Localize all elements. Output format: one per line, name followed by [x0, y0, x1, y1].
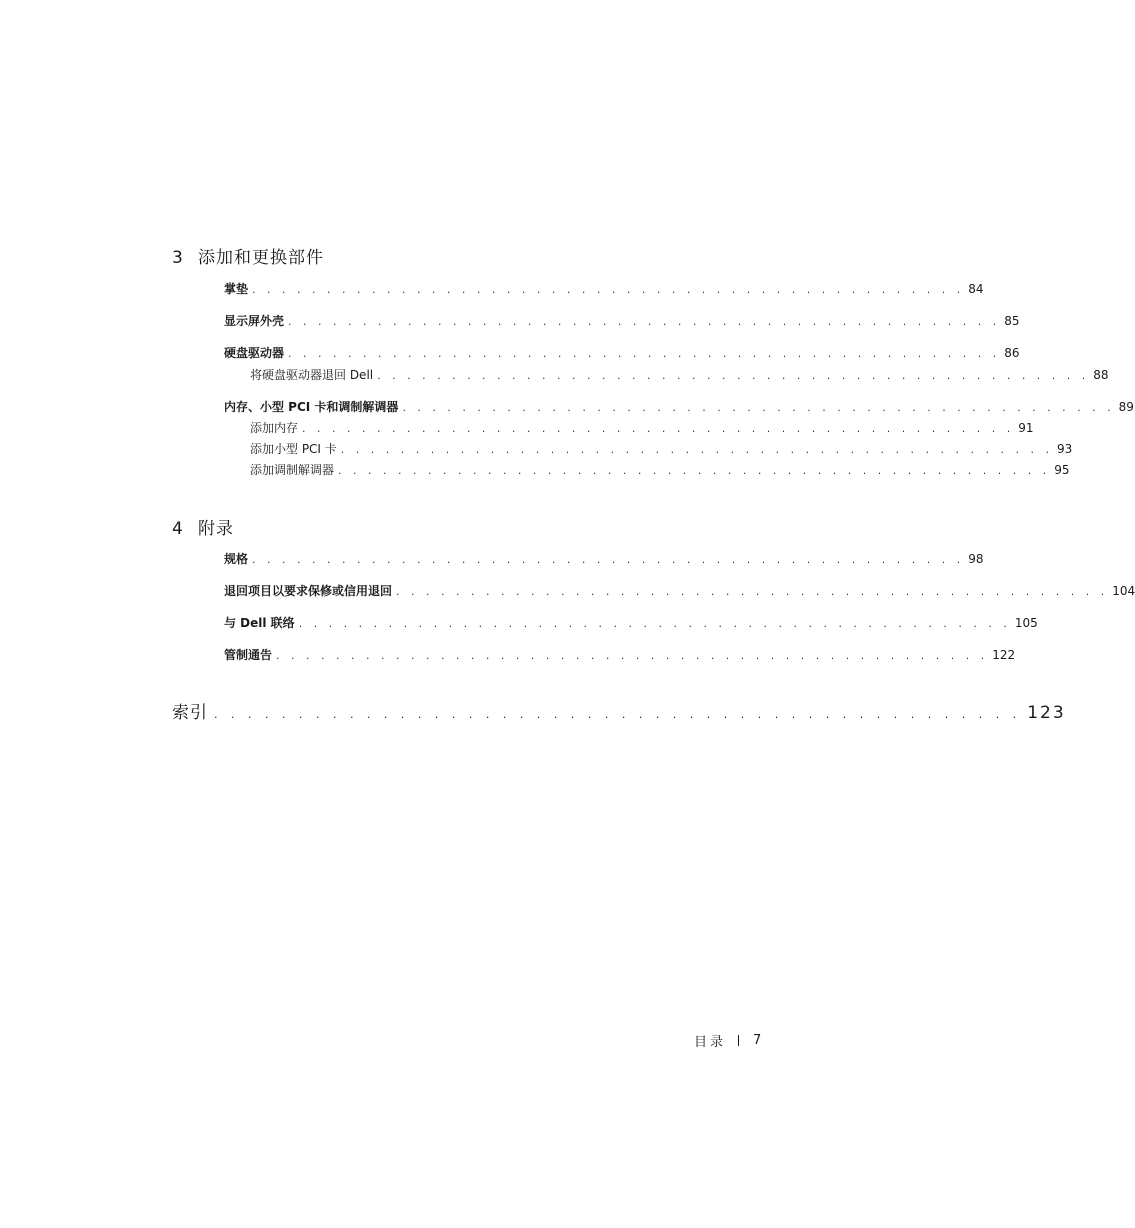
toc-entry[interactable]	[224, 399, 1134, 416]
page-footer	[694, 1031, 761, 1050]
chapter-title: 附录	[198, 519, 234, 539]
toc-entry[interactable]	[224, 551, 984, 568]
toc-entry-title: 添加调制解调器	[250, 463, 335, 477]
toc-entry-page: 91	[1018, 421, 1034, 435]
toc-entry-page: 86	[1004, 346, 1020, 360]
chapter-number: 3	[172, 248, 184, 268]
chapter-title: 添加和更换部件	[198, 248, 324, 268]
dot-leader: . . . . . . . . . . . . . . . . . . . . . . . . . . . . . . . . . . . . . . . . . . . . . . . .	[288, 315, 1001, 328]
footer-page-number: 7	[753, 1033, 762, 1048]
toc-entry-page: 104	[1112, 584, 1135, 598]
dot-leader: . . . . . . . . . . . . . . . . . . . . . . . . . . . . . . . . . . . . . . . . . . . . . . . .	[340, 443, 1053, 456]
toc-entry-title: 与 Dell 联络	[224, 616, 295, 630]
index-page: 123	[1027, 703, 1066, 723]
toc-entry-title: 添加小型 PCI 卡	[250, 442, 337, 456]
dot-leader: . . . . . . . . . . . . . . . . . . . . . . . . . . . . . . . . . . . . . . . . . . . . . . . .	[276, 649, 989, 662]
toc-entry-page: 98	[968, 552, 984, 566]
toc-entry-title: 管制通告	[224, 648, 273, 662]
toc-entry-title: 添加内存	[250, 421, 299, 435]
toc-entry[interactable]	[224, 345, 1020, 362]
toc-entry-page: 84	[968, 282, 984, 296]
toc-entry[interactable]	[224, 615, 1038, 632]
dot-leader: . . . . . . . . . . . . . . . . . . . . . . . . . . . . . . . . . . . . . . . . . . . . . . . .	[377, 369, 1090, 382]
toc-entry-title: 内存、小型 PCI 卡和调制解调器	[224, 400, 399, 414]
toc-entry-page: 122	[992, 648, 1016, 662]
toc-entry[interactable]	[224, 313, 1020, 330]
dot-leader: . . . . . . . . . . . . . . . . . . . . . . . . . . . . . . . . . . . . . . . . . . . . . . . .	[338, 464, 1051, 477]
dot-leader: . . . . . . . . . . . . . . . . . . . . . . . . . . . . . . . . . . . . . . . . . . . . . . . .	[252, 283, 965, 296]
dot-leader: . . . . . . . . . . . . . . . . . . . . . . . . . . . . . . . . . . . . . . . . . . . . . . . .	[288, 347, 1001, 360]
index-title: 索引	[172, 703, 208, 723]
toc-subentry[interactable]	[250, 441, 1073, 458]
dot-leader: . . . . . . . . . . . . . . . . . . . . . . . . . . . . . . . . . . . . . . . . . . . . . . . .	[252, 553, 965, 566]
dot-leader: . . . . . . . . . . . . . . . . . . . . . . . . . . . . . . . . . . . . . . . . . . . . . . . .	[214, 708, 1022, 721]
toc-entry-page: 105	[1014, 616, 1038, 630]
toc-entry-title: 显示屏外壳	[224, 314, 285, 328]
toc-entry-page: 93	[1056, 442, 1073, 456]
chapter-number: 4	[172, 519, 184, 539]
index-entry[interactable]	[172, 698, 1066, 723]
chapter-heading	[172, 243, 324, 268]
toc-entry[interactable]	[224, 281, 984, 298]
toc-entry-title: 将硬盘驱动器退回 Dell	[250, 368, 374, 382]
toc-entry[interactable]	[224, 647, 1016, 664]
dot-leader: . . . . . . . . . . . . . . . . . . . . . . . . . . . . . . . . . . . . . . . . . . . . . . . .	[402, 401, 1115, 414]
dot-leader: . . . . . . . . . . . . . . . . . . . . . . . . . . . . . . . . . . . . . . . . . . . . . . . .	[396, 585, 1109, 598]
chapter-heading	[172, 514, 234, 539]
toc-entry-title: 硬盘驱动器	[224, 346, 285, 360]
dot-leader: . . . . . . . . . . . . . . . . . . . . . . . . . . . . . . . . . . . . . . . . . . . . . . . .	[302, 422, 1015, 435]
toc-entry-page: 89	[1118, 400, 1134, 414]
dot-leader: . . . . . . . . . . . . . . . . . . . . . . . . . . . . . . . . . . . . . . . . . . . . . . . .	[298, 617, 1011, 630]
toc-entry-title: 退回项目以要求保修或信用退回	[224, 584, 393, 598]
toc-entry-page: 88	[1093, 368, 1109, 382]
toc-entry-page: 95	[1054, 463, 1070, 477]
toc-entry-page: 85	[1004, 314, 1020, 328]
toc-subentry[interactable]	[250, 367, 1109, 384]
toc-subentry[interactable]	[250, 462, 1070, 479]
toc-entry-title: 规格	[224, 552, 249, 566]
toc-subentry[interactable]	[250, 420, 1034, 437]
footer-label: 目录	[694, 1035, 727, 1050]
footer-divider	[738, 1035, 739, 1046]
toc-entry-title: 掌垫	[224, 282, 249, 296]
toc-entry[interactable]	[224, 583, 1135, 600]
